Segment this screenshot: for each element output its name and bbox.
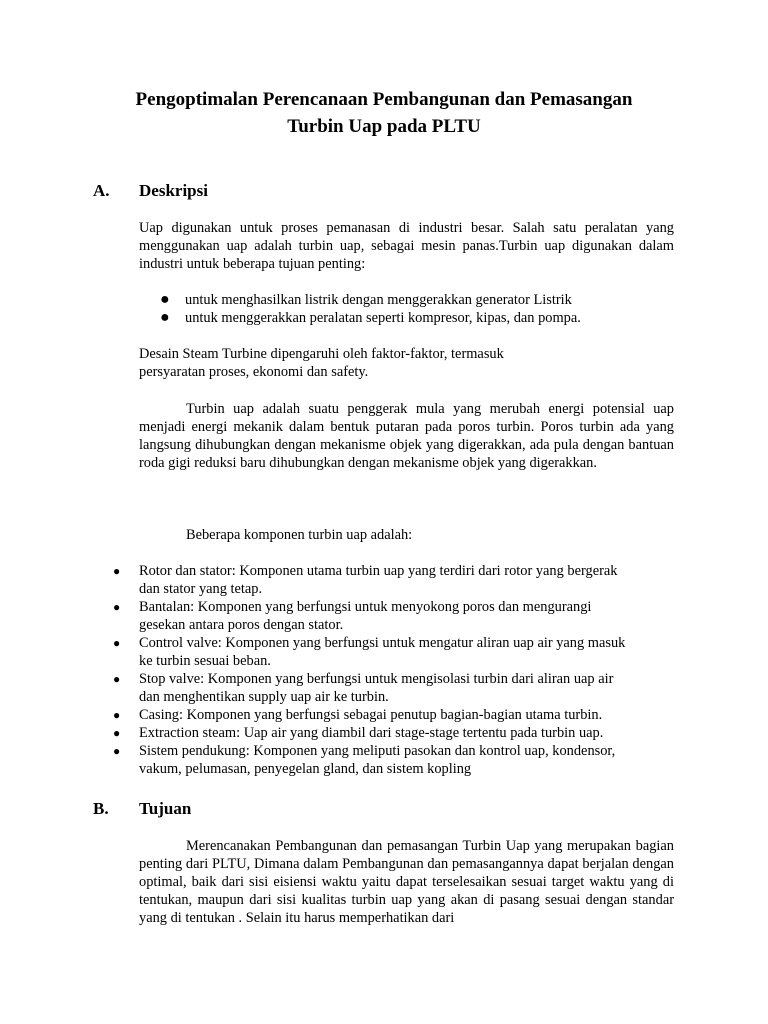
component-line-1: Bantalan: Komponen yang berfungsi untuk menyokong poros dan mengurangi [139,599,592,615]
design-note [139,345,674,381]
turbine-paragraph: Turbin uap adalah suatu penggerak mula yang merubah energi potensial uap menjadi energi mekanik dalam bentuk putaran pada poros turbin. Poros turbin ada yang langsung dihubungkan dengan mekanisme objek yang digerakkan, ada pula dengan bantuan roda gigi reduksi baru dihubungkan dengan mekanisme objek yang digerakkan. [139,401,674,471]
purpose-text: untuk menggerakkan peralatan seperti kompresor, kipas, dan pompa. [185,310,581,326]
list-item [160,309,680,327]
section-b-paragraph: Merencanakan Pembangunan dan pemasangan Turbin Uap yang merupakan bagian penting dari PLTU, Dimana dalam Pembangunan dan pemasangannya dapat berjalan dengan optimal, baik dari sisi eisiensi waktu yaitu dapat terselesaikan sesuai target waktu yang di tentukan, maupun dari sisi kualitas turbin uap yang akan di pasang sesuai dengan standar yang di tentukan . Selain itu harus memperhatikan dari [139,838,674,926]
bullet-icon: ● [113,708,121,722]
list-item [113,706,673,724]
document-title [60,86,708,140]
components-intro: Beberapa komponen turbin uap adalah: [186,527,413,543]
design-note-line-2: persyaratan proses, ekonomi dan safety. [139,364,369,380]
component-line-2: dan menghentikan supply uap air ke turbin. [139,689,389,705]
section-a-letter: A. [93,181,110,200]
section-b-heading: Tujuan [139,799,192,818]
bullet-icon: ● [113,726,121,740]
list-item [113,724,673,742]
bullet-icon: ● [113,636,121,650]
list-item [113,598,673,634]
component-line-1: Rotor dan stator: Komponen utama turbin uap yang terdiri dari rotor yang bergerak [139,563,618,579]
bullet-icon: ● [113,564,121,578]
list-item [113,562,673,598]
section-b-letter: B. [93,799,109,818]
components-list [113,562,673,778]
component-line-2: gesekan antara poros dengan stator. [139,617,344,633]
design-note-line-1: Desain Steam Turbine dipengaruhi oleh faktor-faktor, termasuk [139,346,504,362]
component-line-1: Extraction steam: Uap air yang diambil dari stage-stage tertentu pada turbin uap. [139,725,604,741]
title-line-1: Pengoptimalan Perencanaan Pembangunan dan Pemasangan [135,89,633,110]
component-line-1: Control valve: Komponen yang berfungsi untuk mengatur aliran uap air yang masuk [139,635,626,651]
bullet-icon: ● [160,309,170,326]
bullet-icon: ● [160,291,170,308]
title-line-2: Turbin Uap pada PLTU [287,116,481,137]
list-item [113,670,673,706]
section-a-heading: Deskripsi [139,181,208,200]
component-line-2: ke turbin sesuai beban. [139,653,271,669]
bullet-icon: ● [113,600,121,614]
component-line-2: dan stator yang tetap. [139,581,263,597]
component-line-2: vakum, pelumasan, penyegelan gland, dan sistem kopling [139,761,472,777]
component-line-1: Stop valve: Komponen yang berfungsi untuk mengisolasi turbin dari aliran uap air [139,671,614,687]
component-line-1: Sistem pendukung: Komponen yang meliputi pasokan dan kontrol uap, kondensor, [139,743,616,759]
bullet-icon: ● [113,744,121,758]
list-item [113,742,673,778]
section-a-intro: Uap digunakan untuk proses pemanasan di industri besar. Salah satu peralatan yang menggunakan uap adalah turbin uap, sebagai mesin panas.Turbin uap digunakan dalam industri untuk beberapa tujuan penting: [139,220,674,272]
bullet-icon: ● [113,672,121,686]
list-item [160,291,680,309]
purpose-text: untuk menghasilkan listrik dengan menggerakkan generator Listrik [185,292,572,308]
list-item [113,634,673,670]
component-line-1: Casing: Komponen yang berfungsi sebagai penutup bagian-bagian utama turbin. [139,707,603,723]
purpose-list [160,291,680,327]
